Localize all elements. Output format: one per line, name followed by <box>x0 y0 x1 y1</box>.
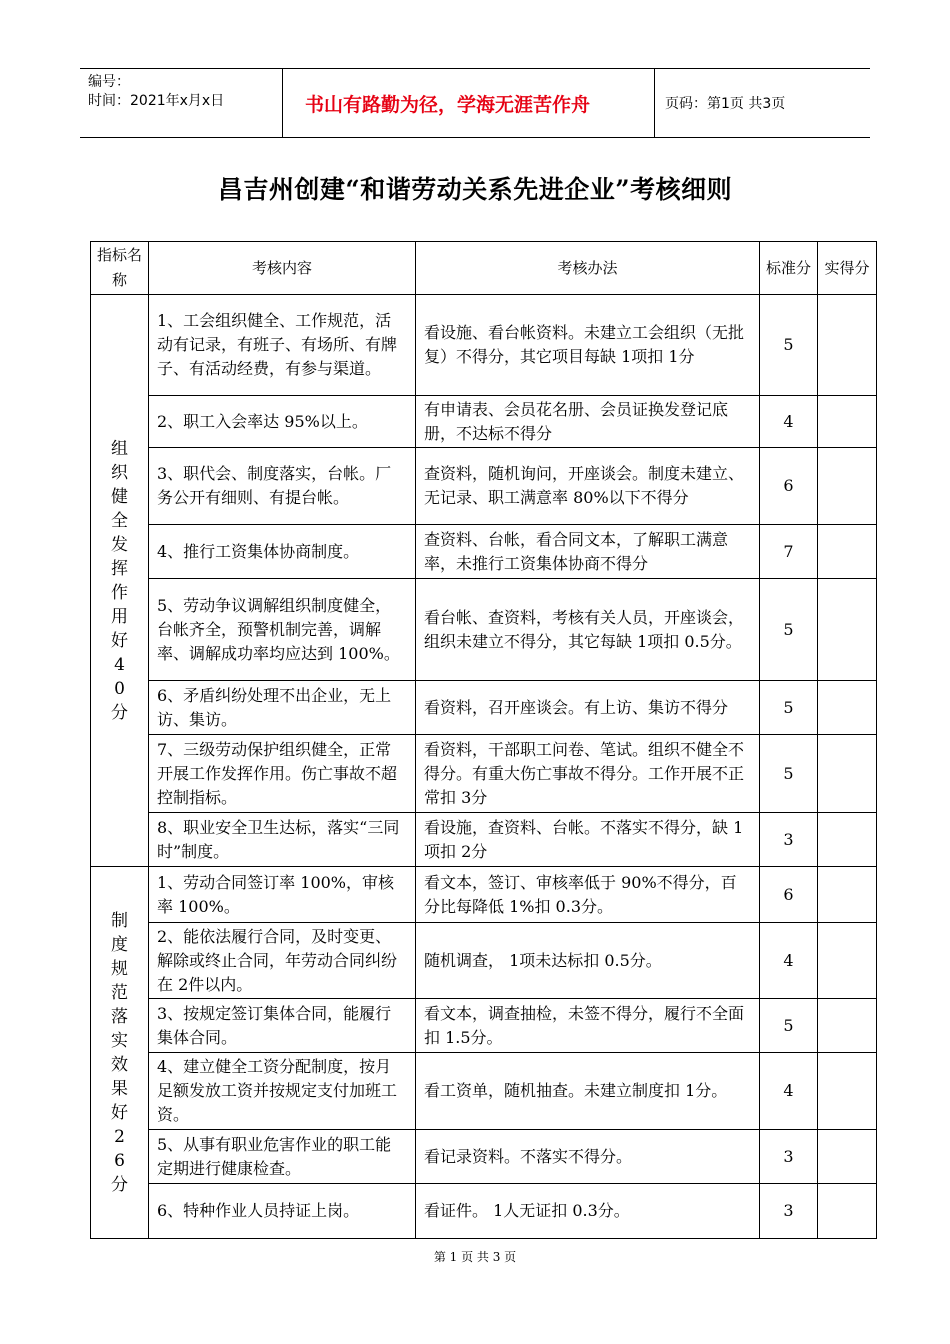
standard-score-cell: 4 <box>760 923 818 999</box>
standard-score-cell: 3 <box>760 813 818 867</box>
method-cell: 看证件。 1人无证扣 0.3分。 <box>416 1184 760 1239</box>
header-content: 考核内容 <box>149 242 416 295</box>
method-cell: 看记录资料。不落实不得分。 <box>416 1130 760 1184</box>
method-cell: 有申请表、会员花名册、会员证换发登记底册，不达标不得分 <box>416 396 760 448</box>
category-label: 制度规范落实效果好26分 <box>111 910 128 1195</box>
content-cell: 3、职代会、制度落实，台帐。厂务公开有细则、有提台帐。 <box>149 448 416 525</box>
method-cell: 查资料、台帐，看合同文本，了解职工满意率，未推行工资集体协商不得分 <box>416 525 760 579</box>
method-cell: 看设施，查资料、台帐。不落实不得分，缺 1项扣 2分 <box>416 813 760 867</box>
table-row <box>91 735 877 813</box>
method-cell: 看设施、看台帐资料。未建立工会组织（无批复）不得分，其它项目每缺 1项扣 1分 <box>416 295 760 396</box>
content-cell: 6、矛盾纠纷处理不出企业，无上访、集访。 <box>149 681 416 735</box>
actual-score-cell <box>818 396 877 448</box>
table-row <box>91 813 877 867</box>
category-label: 组织健全发挥作用好40分 <box>111 438 128 723</box>
content-cell: 3、按规定签订集体合同，能履行集体合同。 <box>149 999 416 1053</box>
table-row <box>91 867 877 923</box>
method-cell: 看资料，召开座谈会。有上访、集访不得分 <box>416 681 760 735</box>
header-actual-score: 实得分 <box>818 242 877 295</box>
actual-score-cell <box>818 525 877 579</box>
table-header-row <box>91 242 877 295</box>
content-cell: 5、从事有职业危害作业的职工能定期进行健康检查。 <box>149 1130 416 1184</box>
standard-score-cell: 5 <box>760 681 818 735</box>
method-cell: 随机调查， 1项未达标扣 0.5分。 <box>416 923 760 999</box>
method-cell: 看工资单，随机抽查。未建立制度扣 1分。 <box>416 1053 760 1130</box>
standard-score-cell: 5 <box>760 579 818 681</box>
table-row <box>91 579 877 681</box>
page-footer: 第 1 页 共 3 页 <box>433 1250 517 1264</box>
document-number-label: 编号： <box>88 74 130 90</box>
actual-score-cell <box>818 1053 877 1130</box>
actual-score-cell <box>818 867 877 923</box>
content-cell: 8、职业安全卫生达标，落实“三同时”制度。 <box>149 813 416 867</box>
table-row <box>91 999 877 1053</box>
method-cell: 看文本，签订、审核率低于 90%不得分，百分比每降低 1%扣 0.3分。 <box>416 867 760 923</box>
method-cell: 看文本，调查抽检，未签不得分，履行不全面扣 1.5分。 <box>416 999 760 1053</box>
content-cell: 7、三级劳动保护组织健全，正常开展工作发挥作用。伤亡事故不超控制指标。 <box>149 735 416 813</box>
actual-score-cell <box>818 923 877 999</box>
header-standard-score: 标准分 <box>760 242 818 295</box>
actual-score-cell <box>818 999 877 1053</box>
standard-score-cell: 6 <box>760 867 818 923</box>
standard-score-cell: 5 <box>760 295 818 396</box>
standard-score-cell: 5 <box>760 999 818 1053</box>
standard-score-cell: 3 <box>760 1130 818 1184</box>
header-slogan: 书山有路勤为径，学海无涯苦作舟 <box>283 69 655 137</box>
page-header <box>80 68 870 138</box>
actual-score-cell <box>818 813 877 867</box>
table-row <box>91 1184 877 1239</box>
standard-score-cell: 3 <box>760 1184 818 1239</box>
method-cell: 看台帐、查资料，考核有关人员，开座谈会，组织未建立不得分，其它每缺 1项扣 0.5分。 <box>416 579 760 681</box>
actual-score-cell <box>818 735 877 813</box>
content-cell: 1、劳动合同签订率 100%，审核率 100%。 <box>149 867 416 923</box>
actual-score-cell <box>818 1130 877 1184</box>
document-date: 时间：2021年x月x日 <box>88 93 225 109</box>
document-title: 昌吉州创建“和谐劳动关系先进企业”考核细则 <box>217 175 733 204</box>
content-cell: 2、职工入会率达 95%以上。 <box>149 396 416 448</box>
header-page-info: 页码：第1页 共3页 <box>665 96 786 112</box>
category-cell <box>91 295 149 867</box>
actual-score-cell <box>818 448 877 525</box>
actual-score-cell <box>818 295 877 396</box>
table-row <box>91 1053 877 1130</box>
content-cell: 4、推行工资集体协商制度。 <box>149 525 416 579</box>
content-cell: 1、工会组织健全、工作规范，活动有记录，有班子、有场所、有牌子、有活动经费，有参与渠道。 <box>149 295 416 396</box>
standard-score-cell: 4 <box>760 1053 818 1130</box>
actual-score-cell <box>818 681 877 735</box>
header-method: 考核办法 <box>416 242 760 295</box>
table-row <box>91 525 877 579</box>
standard-score-cell: 7 <box>760 525 818 579</box>
standard-score-cell: 6 <box>760 448 818 525</box>
method-cell: 看资料，干部职工问卷、笔试。组织不健全不得分。有重大伤亡事故不得分。工作开展不正常扣 3分 <box>416 735 760 813</box>
table-row <box>91 681 877 735</box>
content-cell: 6、特种作业人员持证上岗。 <box>149 1184 416 1239</box>
table-row <box>91 1130 877 1184</box>
standard-score-cell: 5 <box>760 735 818 813</box>
category-cell <box>91 867 149 1239</box>
table-row <box>91 448 877 525</box>
actual-score-cell <box>818 1184 877 1239</box>
header-category: 指标名称 <box>91 242 149 295</box>
assessment-table <box>90 241 877 1239</box>
method-cell: 查资料，随机询问，开座谈会。制度未建立、无记录、职工满意率 80%以下不得分 <box>416 448 760 525</box>
standard-score-cell: 4 <box>760 396 818 448</box>
actual-score-cell <box>818 579 877 681</box>
content-cell: 4、建立健全工资分配制度，按月足额发放工资并按规定支付加班工资。 <box>149 1053 416 1130</box>
table-row <box>91 396 877 448</box>
header-info <box>80 69 283 137</box>
content-cell: 5、劳动争议调解组织制度健全，台帐齐全，预警机制完善，调解率、调解成功率均应达到 100%。 <box>149 579 416 681</box>
table-row <box>91 923 877 999</box>
table-row <box>91 295 877 396</box>
content-cell: 2、能依法履行合同，及时变更、解除或终止合同，年劳动合同纠纷在 2件以内。 <box>149 923 416 999</box>
